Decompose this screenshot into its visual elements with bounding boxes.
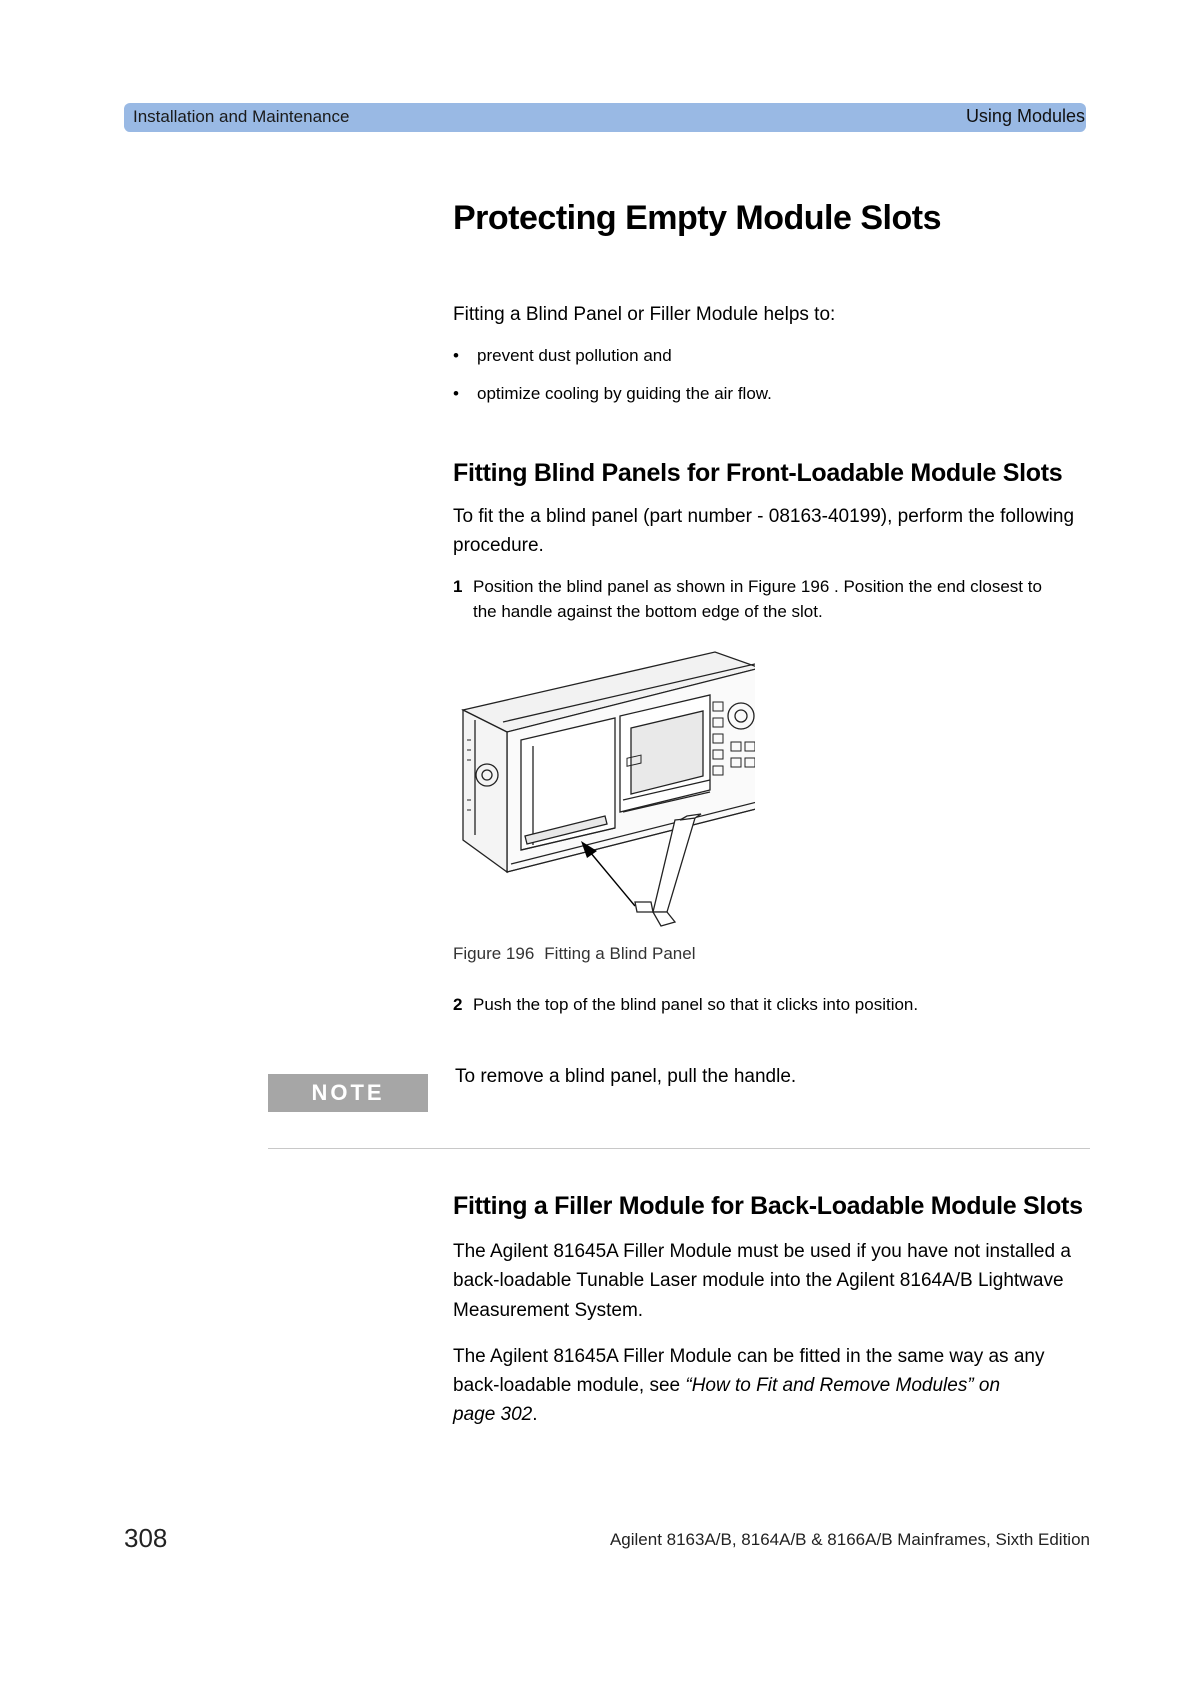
- note-text: To remove a blind panel, pull the handle.: [455, 1066, 797, 1087]
- section-heading-back-loadable: Fitting a Filler Module for Back-Loadable Module Slots: [453, 1192, 1083, 1220]
- note-divider: [268, 1148, 1090, 1149]
- section2-para2-line1: The Agilent 81645A Filler Module can be fitted in the same way as any: [453, 1346, 1045, 1367]
- section2-para1-line1: The Agilent 81645A Filler Module must be used if you have not installed a: [453, 1241, 1071, 1262]
- step1-line1: Position the blind panel as shown in Figure 196 . Position the end closest to: [473, 577, 1042, 596]
- bullet-icon: •: [453, 384, 459, 403]
- cross-reference-link[interactable]: “How to Fit and Remove Modules” on: [685, 1375, 1001, 1396]
- intro-text: Fitting a Blind Panel or Filler Module helps to:: [453, 304, 836, 325]
- header-chapter: Installation and Maintenance: [133, 107, 350, 126]
- header-section: Using Modules: [965, 106, 1085, 126]
- bullet-icon: •: [453, 346, 459, 365]
- list-item-text: prevent dust pollution and: [477, 346, 672, 365]
- figure-title: Fitting a Blind Panel: [544, 944, 696, 963]
- step1-line2: the handle against the bottom edge of the slot.: [473, 602, 823, 621]
- page-title: Protecting Empty Module Slots: [453, 199, 941, 237]
- section2-para2-line2: [453, 1371, 1000, 1400]
- figure-label: Figure 196: [453, 944, 535, 963]
- cross-reference-page[interactable]: page 302: [453, 1404, 533, 1425]
- para2-end: .: [532, 1404, 538, 1425]
- step2-text: Push the top of the blind panel so that it clicks into position.: [473, 995, 919, 1014]
- figure-caption: [453, 944, 695, 964]
- section-heading-front-loadable: Fitting Blind Panels for Front-Loadable Module Slots: [453, 459, 1063, 487]
- list-item-text: optimize cooling by guiding the air flow.: [477, 384, 772, 403]
- footer-edition: Agilent 8163A/B, 8164A/B & 8166A/B Mainframes, Sixth Edition: [609, 1530, 1090, 1549]
- section2-para1-line3: Measurement System.: [453, 1300, 644, 1321]
- para2-plain-text: back-loadable module, see: [453, 1375, 686, 1396]
- step-number: 2: [453, 995, 463, 1014]
- step-number: 1: [453, 577, 463, 596]
- page-number: 308: [124, 1523, 168, 1553]
- section2-para2-line3: [453, 1400, 538, 1429]
- blind-panel-figure: [455, 650, 755, 940]
- note-label: NOTE: [268, 1074, 428, 1112]
- section1-para-line2: procedure.: [453, 535, 544, 556]
- section2-para1-line2: back-loadable Tunable Laser module into the Agilent 8164A/B Lightwave: [453, 1270, 1064, 1291]
- section1-para-line1: To fit the a blind panel (part number - 08163-40199), perform the following: [453, 506, 1075, 527]
